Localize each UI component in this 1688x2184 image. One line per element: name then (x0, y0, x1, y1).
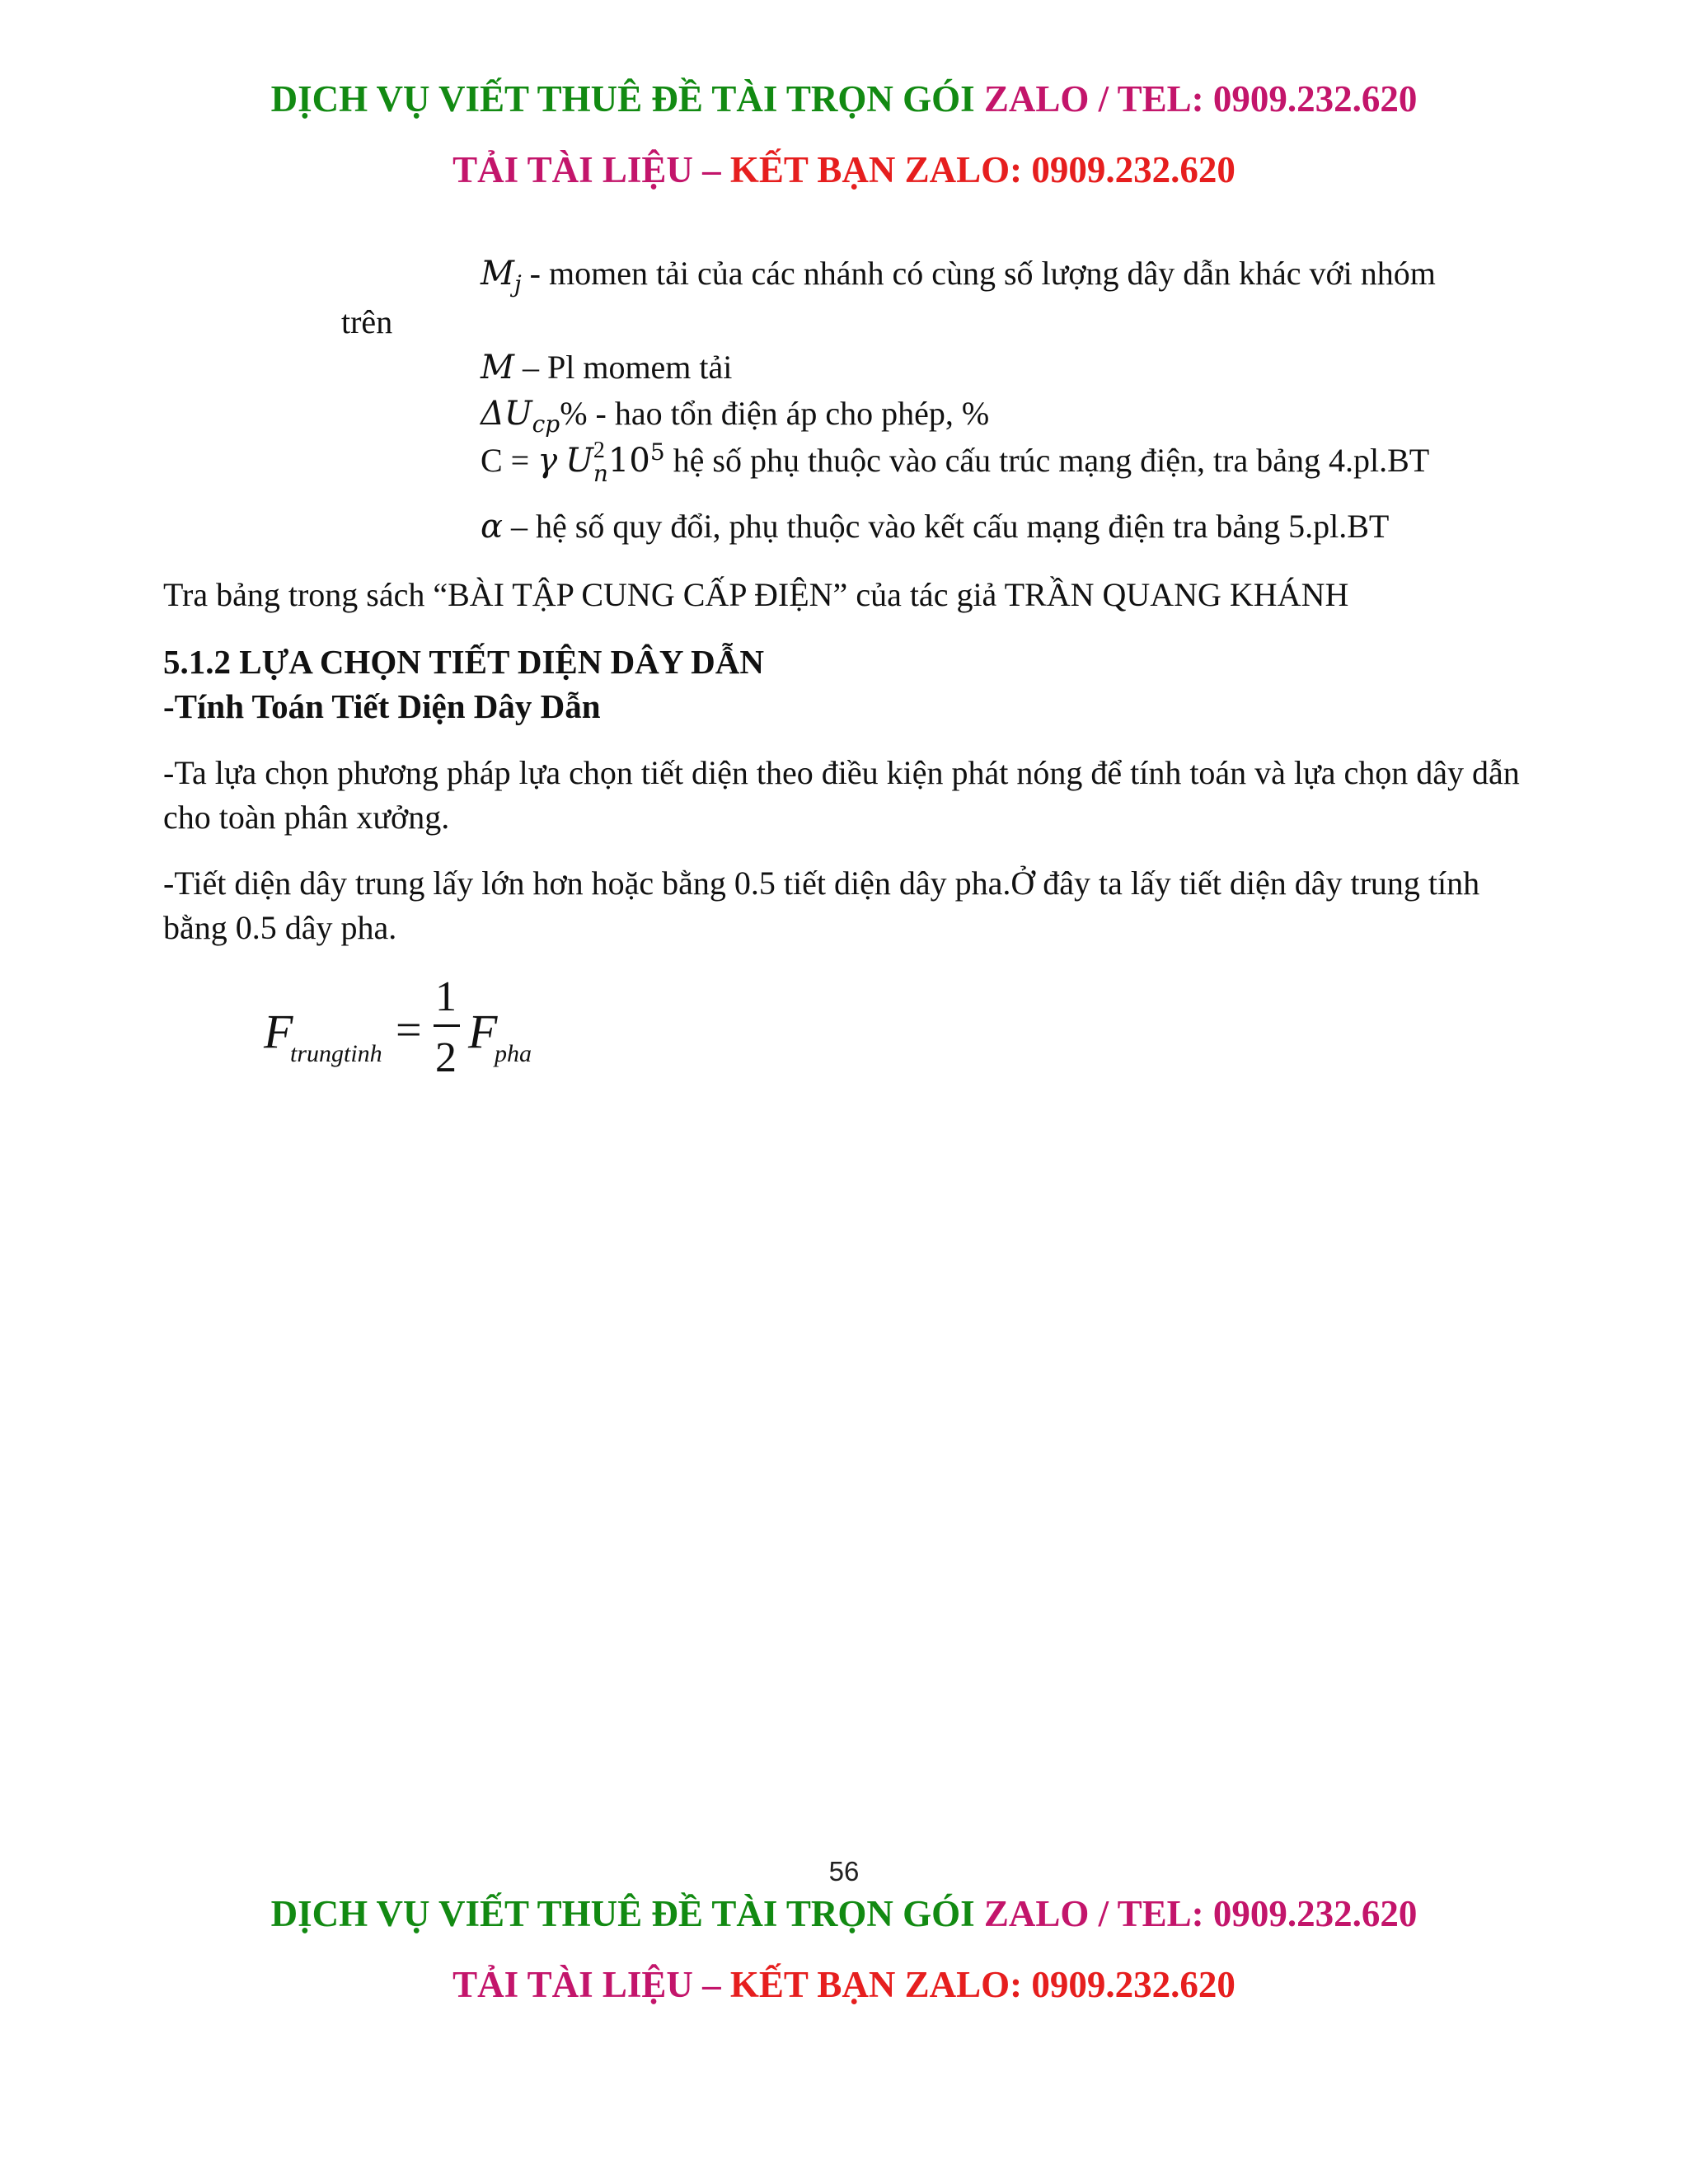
footer-contact-text: ZALO / TEL: 0909.232.620 (983, 1893, 1418, 1934)
gamma-symbol: γ (537, 442, 558, 480)
header-download-text: TẢI TÀI LIỆU – (452, 149, 721, 190)
section-title: 5.1.2 LỰA CHỌN TIẾT DIỆN DÂY DẪN (163, 643, 764, 681)
u-subscript: n (593, 460, 608, 487)
paragraph-method: -Ta lựa chọn phương pháp lựa chọn tiết diện theo điều kiện phát nóng để tính toán và lựa chọn dây dẫn cho toàn phân xưởng. (163, 754, 1520, 836)
section-subtitle: -Tính Toán Tiết Diện Dây Dẫn (163, 687, 601, 725)
header-contact-text: ZALO / TEL: 0909.232.620 (983, 78, 1418, 120)
footer-service-text: DỊCH VỤ VIẾT THUÊ ĐỀ TÀI TRỌN GÓI (270, 1893, 975, 1934)
alpha-symbol: α (481, 508, 504, 546)
du-description: % - hao tổn điện áp cho phép, % (560, 395, 990, 432)
page-number: 56 (828, 1856, 860, 1886)
formula-lhs: F (264, 1005, 293, 1058)
def-m (481, 348, 732, 387)
ten-base: 10 (607, 442, 650, 480)
header-banner-line2 (0, 149, 1688, 190)
m-symbol: M (481, 349, 514, 387)
alpha-description: – hệ số quy đổi, phụ thuộc vào kết cấu mạng điện tra bảng 5.pl.BT (503, 508, 1390, 545)
header-service-text: DỊCH VỤ VIẾT THUÊ ĐỀ TÀI TRỌN GÓI (270, 78, 975, 120)
footer-banner-line2 (0, 1966, 1688, 2004)
fraction-bar (434, 1024, 460, 1027)
formula-equals: = (396, 1005, 422, 1056)
mj-description: - momen tải của các nhánh có cùng số lượng dây dẫn khác với nhóm (521, 255, 1436, 292)
def-delta-u (481, 394, 990, 438)
formula-rhs-subscript: pha (495, 1040, 532, 1067)
formula-denominator: 2 (435, 1034, 457, 1081)
header-zalo-text: KẾT BẠN ZALO: 0909.232.620 (729, 149, 1236, 190)
def-mj (481, 254, 1436, 298)
footer-zalo-text: KẾT BẠN ZALO: 0909.232.620 (729, 1964, 1236, 2005)
m-description: – Pl momem tải (513, 349, 733, 386)
paragraph-neutral: -Tiết diện dây trung lấy lớn hơn hoặc bằng 0.5 tiết diện dây pha.Ở đây ta lấy tiết diện dây trung tính bằng 0.5 dây pha. (163, 865, 1480, 946)
def-alpha (481, 507, 1389, 546)
reference-text: Tra bảng trong sách “BÀI TẬP CUNG CẤP ĐIỆN” của tác giả TRẦN QUANG KHÁNH (163, 576, 1349, 613)
du-symbol: ΔU (481, 395, 532, 433)
c-lhs: C = (481, 442, 538, 480)
def-mj-continuation: trên (341, 303, 393, 340)
ten-exponent: 5 (649, 438, 665, 466)
def-c (481, 438, 1430, 487)
du-subscript: cp (532, 410, 560, 438)
mj-symbol: M (481, 255, 514, 293)
c-description: hệ số phụ thuộc vào cấu trúc mạng điện, tra bảng 4.pl.BT (664, 442, 1430, 480)
footer-download-text: TẢI TÀI LIỆU – (452, 1964, 721, 2005)
formula-lhs-subscript: trungtinh (290, 1040, 382, 1067)
formula-numerator: 1 (435, 973, 457, 1020)
u-superscript: 2 (593, 438, 605, 463)
formula-rhs: F (468, 1005, 498, 1058)
u-symbol: U (565, 442, 593, 480)
footer-banner-line1 (0, 1893, 1688, 1934)
header-banner-line1 (0, 78, 1688, 120)
mj-subscript: j (513, 270, 522, 298)
